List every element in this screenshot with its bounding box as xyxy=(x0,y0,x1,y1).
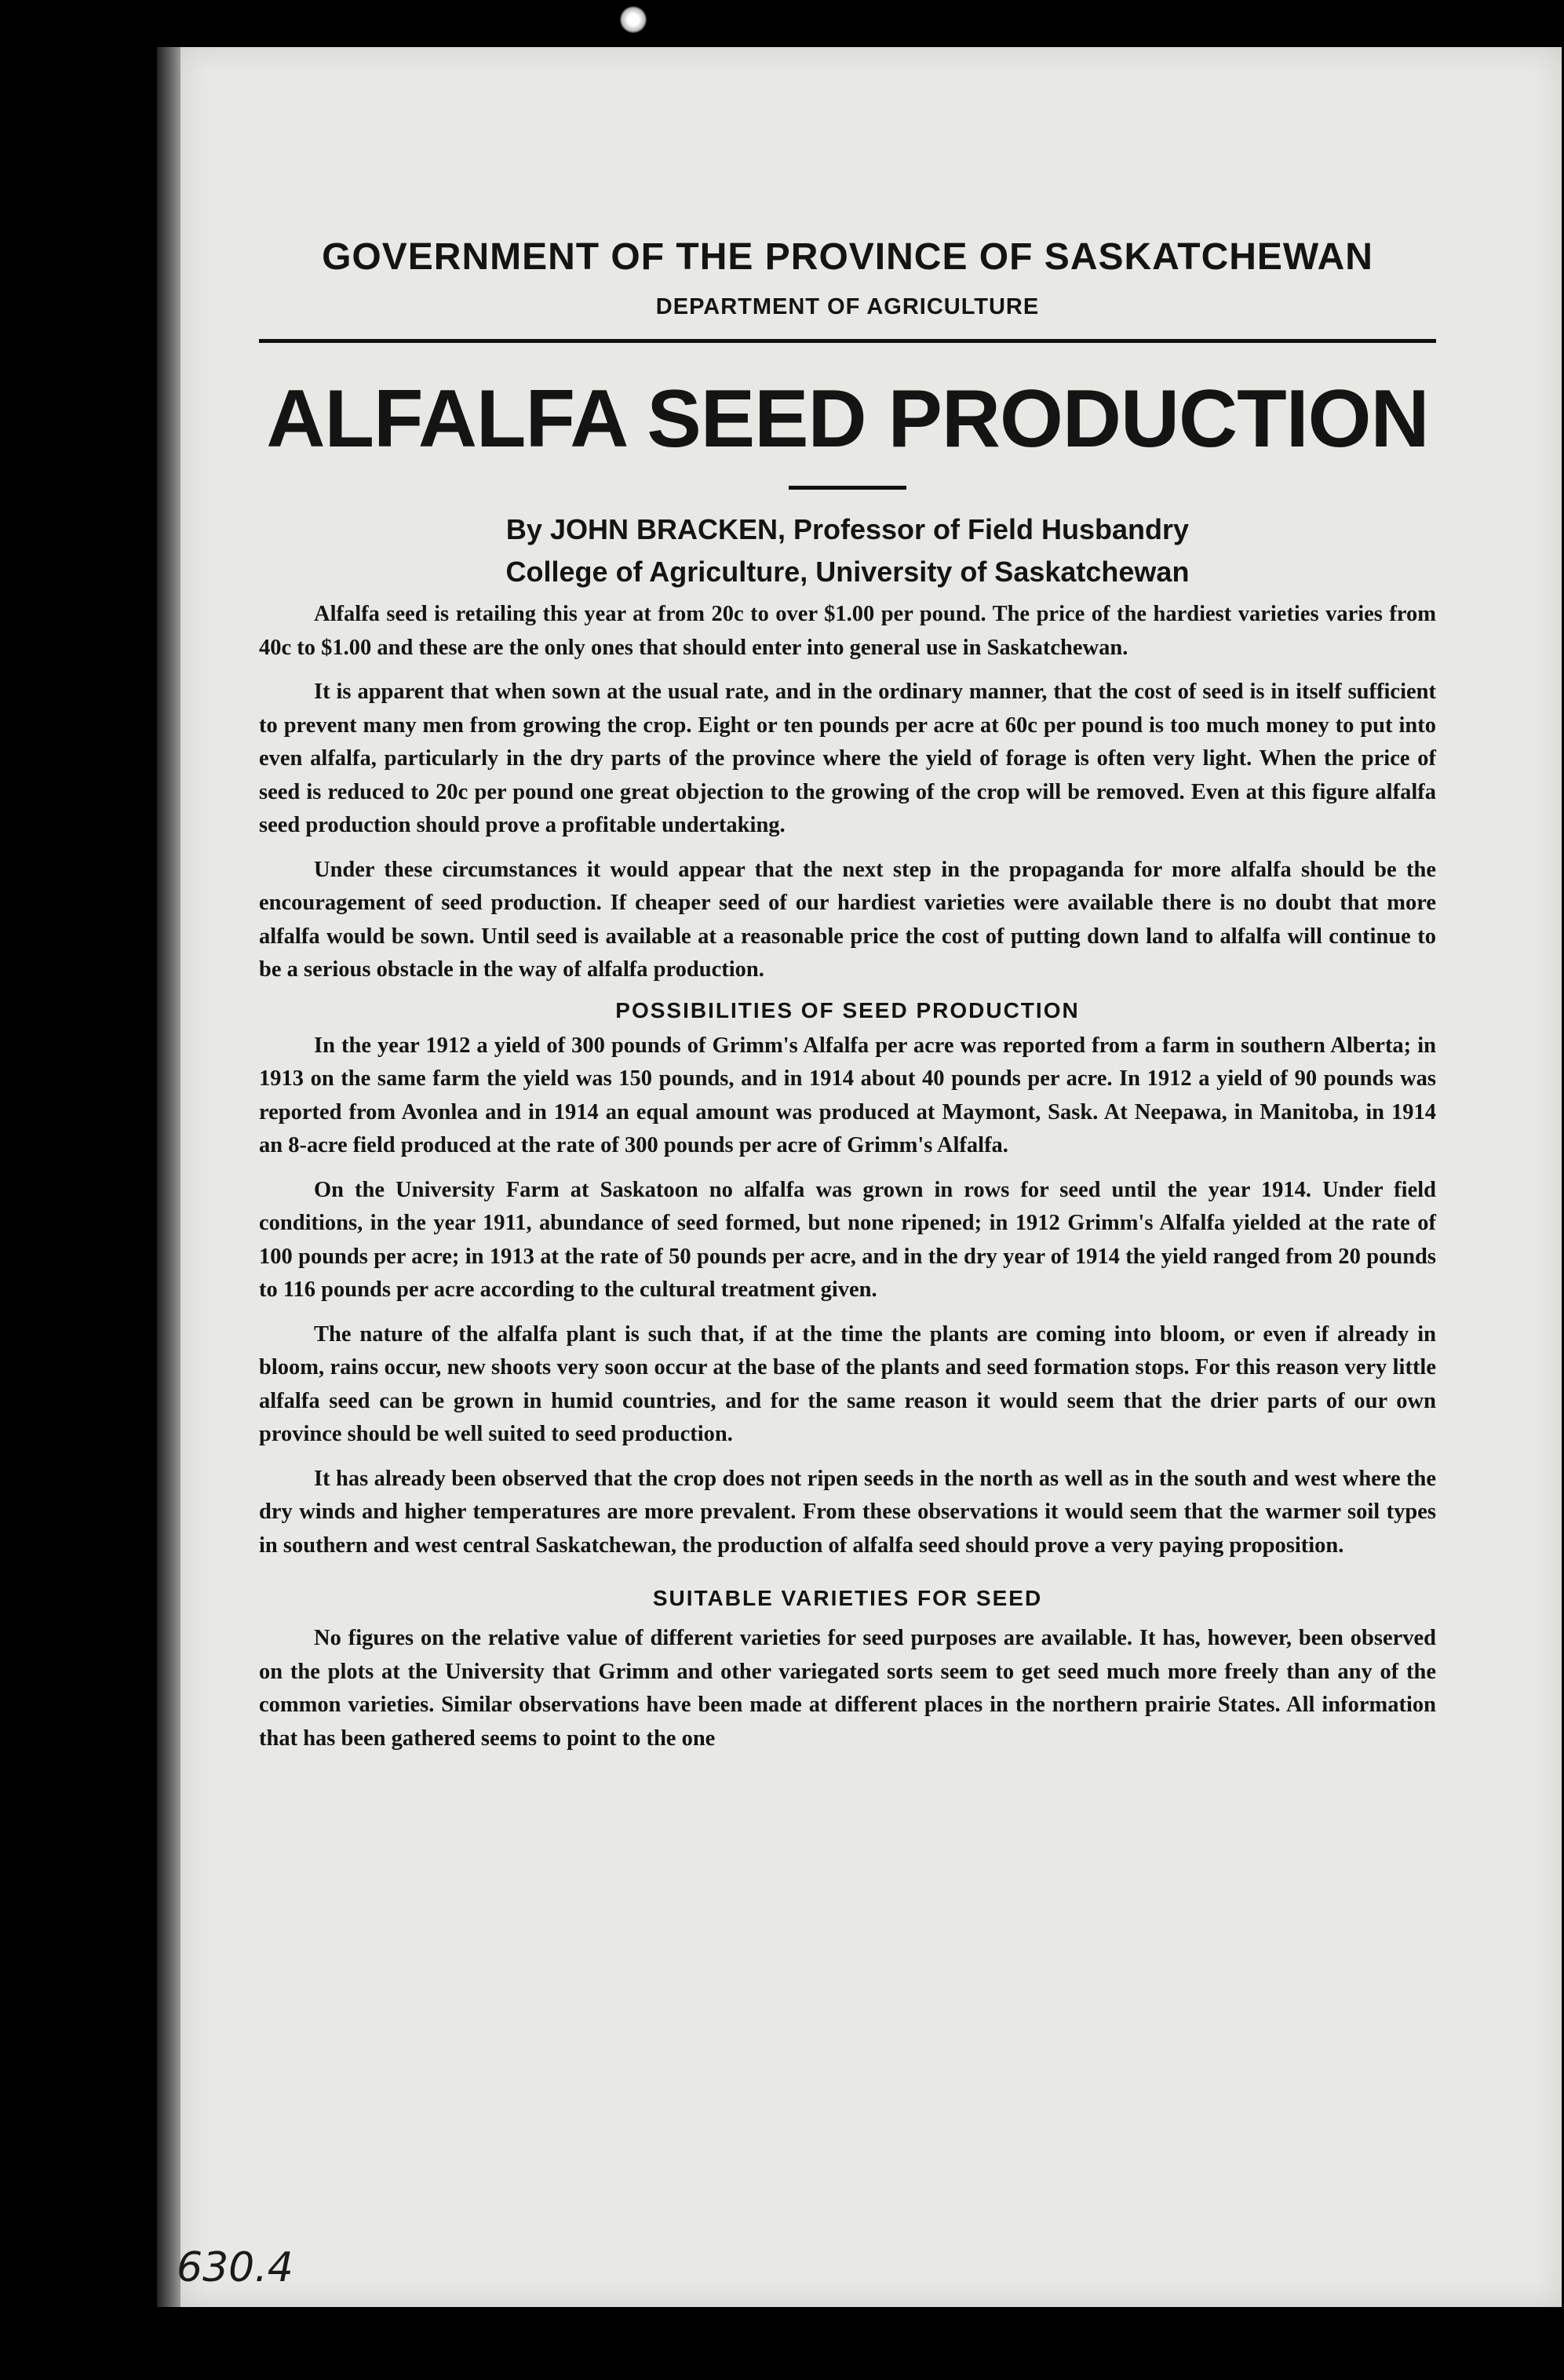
header-divider xyxy=(259,339,1436,343)
government-heading: GOVERNMENT OF THE PROVINCE OF SASKATCHEWAN xyxy=(322,236,1373,278)
section-heading-possibilities: POSSIBILITIES OF SEED PRODUCTION xyxy=(615,997,1080,1022)
possibilities-section xyxy=(259,1030,1436,1563)
intro-section xyxy=(259,598,1436,987)
varieties-paragraph-1: No figures on the relative value of different varieties for seed purposes are available. It has, however, been observed on the plots at the University that Grimm and other variegated sorts seem to get seed much more freely than any of the common varieties. Similar observations have been made at different places in the northern prairie States. All information that has been gathered seems to point to the one xyxy=(259,1626,1436,1751)
possibilities-paragraph-3: The nature of the alfalfa plant is such that, if at the time the plants are coming into bloom, or even if already in bloom, rains occur, new shoots very soon occur at the base of the plants and seed formation stops. For this reason very little alfalfa seed can be grown in humid countries, and for the same reason it would seem that the drier parts of our own province should be well suited to seed production. xyxy=(259,1321,1436,1447)
author-line: By JOHN BRACKEN, Professor of Field Husbandry xyxy=(505,513,1190,546)
section-heading-varieties: SUITABLE VARIETIES FOR SEED xyxy=(652,1586,1043,1611)
possibilities-paragraph-1: In the year 1912 a yield of 300 pounds of Grimm's Alfalfa per acre was reported from a farm in southern Alberta; in 1913 on the same farm the yield was 150 pounds, and in 1914 about 40 pounds per acre. In 1912 a yield of 90 pounds was reported from Avonlea and in 1914 an equal amount was produced at Maymont, Sask. At Neepawa, in Manitoba, in 1914 an 8-acre field produced at the rate of 300 pounds per acre of Grimm's Alfalfa. xyxy=(259,1033,1436,1158)
possibilities-paragraph-4: It has already been observed that the crop does not ripen seeds in the north as well as in the south and west where the dry winds and higher temperatures are more prevalent. From these observations it would seem that the warmer soil types in southern and west central Saskatchewan, the production of alfalfa seed should prove a very paying proposition. xyxy=(259,1466,1436,1558)
intro-paragraph-2: It is apparent that when sown at the usual rate, and in the ordinary manner, that the cost of seed is in itself sufficient to prevent many men from growing the crop. Eight or ten pounds per acre at 60c per pound is too much money to put into even alfalfa, particularly in the dry parts of the province where the yield of forage is often very light. When the price of seed is reduced to 20c per pound one great objection to the growing of the crop will be removed. Even at this figure alfalfa seed production should prove a profitable undertaking. xyxy=(259,680,1436,838)
affiliation-line: College of Agriculture, University of Saskatchewan xyxy=(505,556,1190,589)
varieties-section xyxy=(259,1622,1436,1755)
binding-hole-mark xyxy=(620,6,647,33)
possibilities-paragraph-2: On the University Farm at Saskatoon no alfalfa was grown in rows for seed until the year 1914. Under field conditions, in the year 1911, abundance of seed formed, but none ripened; in 1912 Grimm's Alfalfa yielded at the rate of 100 pounds per acre; in 1913 at the rate of 50 pounds per acre, and in the dry year of 1914 the yield ranged from 20 pounds to 116 pounds per acre according to the cultural treatment given. xyxy=(259,1177,1436,1303)
title-divider xyxy=(789,486,906,490)
page-spine xyxy=(157,47,180,2307)
document-title: ALFALFA SEED PRODUCTION xyxy=(266,374,1429,465)
catalog-number: 630.4 xyxy=(177,2244,293,2291)
department-heading: DEPARTMENT OF AGRICULTURE xyxy=(655,294,1040,319)
intro-paragraph-3: Under these circumstances it would appear that the next step in the propaganda for more alfalfa should be the encouragement of seed production. If cheaper seed of our hardiest varieties were available there is no doubt that more alfalfa would be sown. Until seed is available at a reasonable price the cost of putting down land to alfalfa will continue to be a serious obstacle in the way of alfalfa production. xyxy=(259,857,1436,982)
page-content xyxy=(259,235,1436,1766)
intro-paragraph-1: Alfalfa seed is retailing this year at from 20c to over $1.00 per pound. The price of the hardiest varieties varies from 40c to $1.00 and these are the only ones that should enter into general use in Saskatchewan. xyxy=(259,602,1436,660)
document-page xyxy=(180,47,1562,2307)
